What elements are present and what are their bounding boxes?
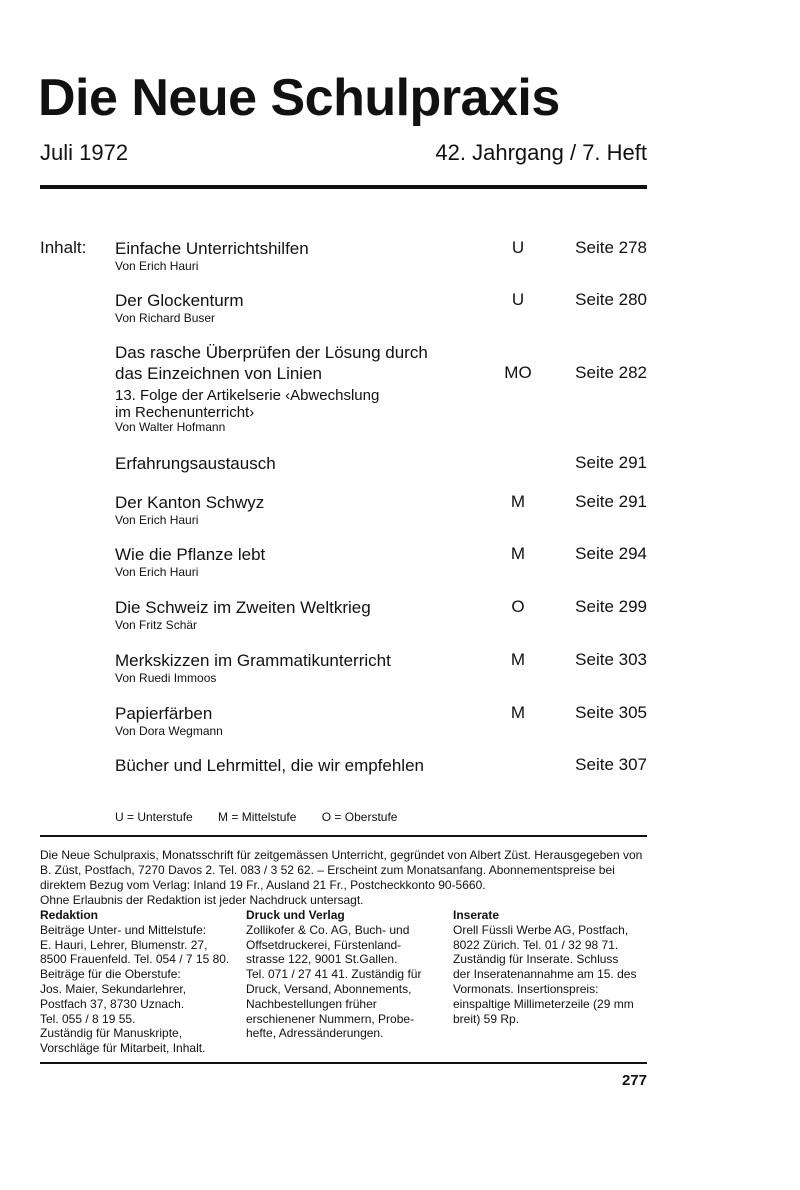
contents-label: Inhalt: [40, 238, 87, 257]
inserate-heading: Inserate [453, 908, 500, 922]
toc-page: Seite 294 [575, 544, 647, 563]
imprint-copyright-note: Ohne Erlaubnis der Redaktion ist jeder Nachdruck untersagt. [40, 893, 364, 907]
toc-subtitle: 13. Folge der Artikelserie ‹Abwechslung [115, 387, 380, 404]
legend-unterstufe: U = Unterstufe [115, 810, 193, 824]
toc-page: Seite 299 [575, 597, 647, 616]
toc-page: Seite 280 [575, 290, 647, 309]
toc-title: Merkskizzen im Grammatikunterricht [115, 651, 391, 670]
toc-level: M [510, 703, 526, 722]
toc-author: Von Fritz Schär [115, 618, 198, 632]
level-legend [115, 810, 419, 824]
toc-level: M [510, 650, 526, 669]
toc-page: Seite 305 [575, 703, 647, 722]
toc-title: Der Kanton Schwyz [115, 493, 265, 512]
inserate-column [453, 908, 653, 1026]
toc-title: Einfache Unterrichtshilfen [115, 239, 309, 258]
redaktion-heading: Redaktion [40, 908, 99, 922]
toc-author: Von Richard Buser [115, 311, 216, 325]
page-number: 277 [621, 1072, 647, 1089]
redaktion-column [40, 908, 250, 1056]
magazine-title: Die Neue Schulpraxis [38, 69, 560, 127]
toc-page: Seite 278 [575, 238, 647, 257]
imprint-divider-bottom [40, 1062, 647, 1064]
toc-author: Von Erich Hauri [115, 513, 199, 527]
redaktion-text: Beiträge Unter- und Mittelstufe: E. Hauri, Lehrer, Blumenstr. 27, 8500 Frauenfeld. Tel. 054 / 7 15 80. Beiträge für die Oberstufe: Jos. Maier, Sekundarlehrer, Postfach 37, 8730 Uznach. Tel. 055 / 8 19 55. Zuständig für Manuskripte, Vorschläge für Mitarbeit, Inhalt. [40, 922, 230, 1056]
toc-level: MO [504, 363, 532, 382]
toc-page: Seite 291 [575, 453, 647, 472]
toc-subtitle: im Rechenunterricht› [115, 404, 255, 421]
toc-title: Papierfärben [115, 704, 213, 723]
inserate-text: Orell Füssli Werbe AG, Postfach, 8022 Zürich. Tel. 01 / 32 98 71. Zuständig für Inserate. Schluss der Inseratenannahme am 15. des Vormonats. Insertionspreis: einspaltige Millimeterzeile (29 mm breit) 59 Rp. [453, 922, 637, 1026]
toc-title: Der Glockenturm [115, 291, 244, 310]
toc-title: Das rasche Überprüfen der Lösung durch [115, 343, 428, 362]
imprint-divider-top [40, 835, 647, 837]
toc-page: Seite 307 [575, 755, 647, 774]
imprint-publisher-info: Die Neue Schulpraxis, Monatsschrift für zeitgemässen Unterricht, gegründet von Albert Züst. Herausgegeben von B. Züst, Postfach, 7270 Davos 2. Tel. 083 / 3 52 62. – Erscheint zum Monatsanfang. Abonnementspreise bei direktem Bezug vom Verlag: Inland 19 Fr., Ausland 21 Fr., Postcheckkonto 90-5660. [40, 848, 643, 892]
toc-level: M [510, 492, 526, 511]
legend-oberstufe: O = Oberstufe [321, 810, 398, 824]
toc-page: Seite 303 [575, 650, 647, 669]
toc-level: M [510, 544, 526, 563]
toc-title: das Einzeichnen von Linien [115, 364, 322, 383]
issue-volume: 42. Jahrgang / 7. Heft [435, 140, 647, 165]
toc-page: Seite 282 [575, 363, 647, 382]
masthead-divider [40, 185, 647, 189]
druck-column [246, 908, 451, 1041]
toc-title: Erfahrungsaustausch [115, 454, 276, 473]
issue-date: Juli 1972 [40, 140, 129, 165]
toc-author: Von Erich Hauri [115, 565, 199, 579]
toc-title: Die Schweiz im Zweiten Weltkrieg [115, 598, 371, 617]
toc-level: O [511, 597, 525, 616]
toc-page: Seite 291 [575, 492, 647, 511]
toc-author: Von Erich Hauri [115, 259, 199, 273]
imprint [40, 848, 650, 908]
toc-author: Von Walter Hofmann [115, 420, 226, 434]
toc-title: Bücher und Lehrmittel, die wir empfehlen [115, 756, 424, 775]
toc-author: Von Ruedi Immoos [115, 671, 217, 685]
druck-heading: Druck und Verlag [246, 908, 345, 922]
druck-text: Zollikofer & Co. AG, Buch- und Offsetdruckerei, Fürstenland- strasse 122, 9001 St.Gallen. Tel. 071 / 27 41 41. Zuständig für Druck, Versand, Abonnements, Nachbestellungen früher erschienener Nummern, Probe- hefte, Adressänderungen. [246, 922, 422, 1041]
toc-title: Wie die Pflanze lebt [115, 545, 266, 564]
toc-author: Von Dora Wegmann [115, 724, 223, 738]
legend-mittelstufe: M = Mittelstufe [218, 810, 297, 824]
toc-level: U [511, 238, 525, 257]
toc-level: U [511, 290, 525, 309]
